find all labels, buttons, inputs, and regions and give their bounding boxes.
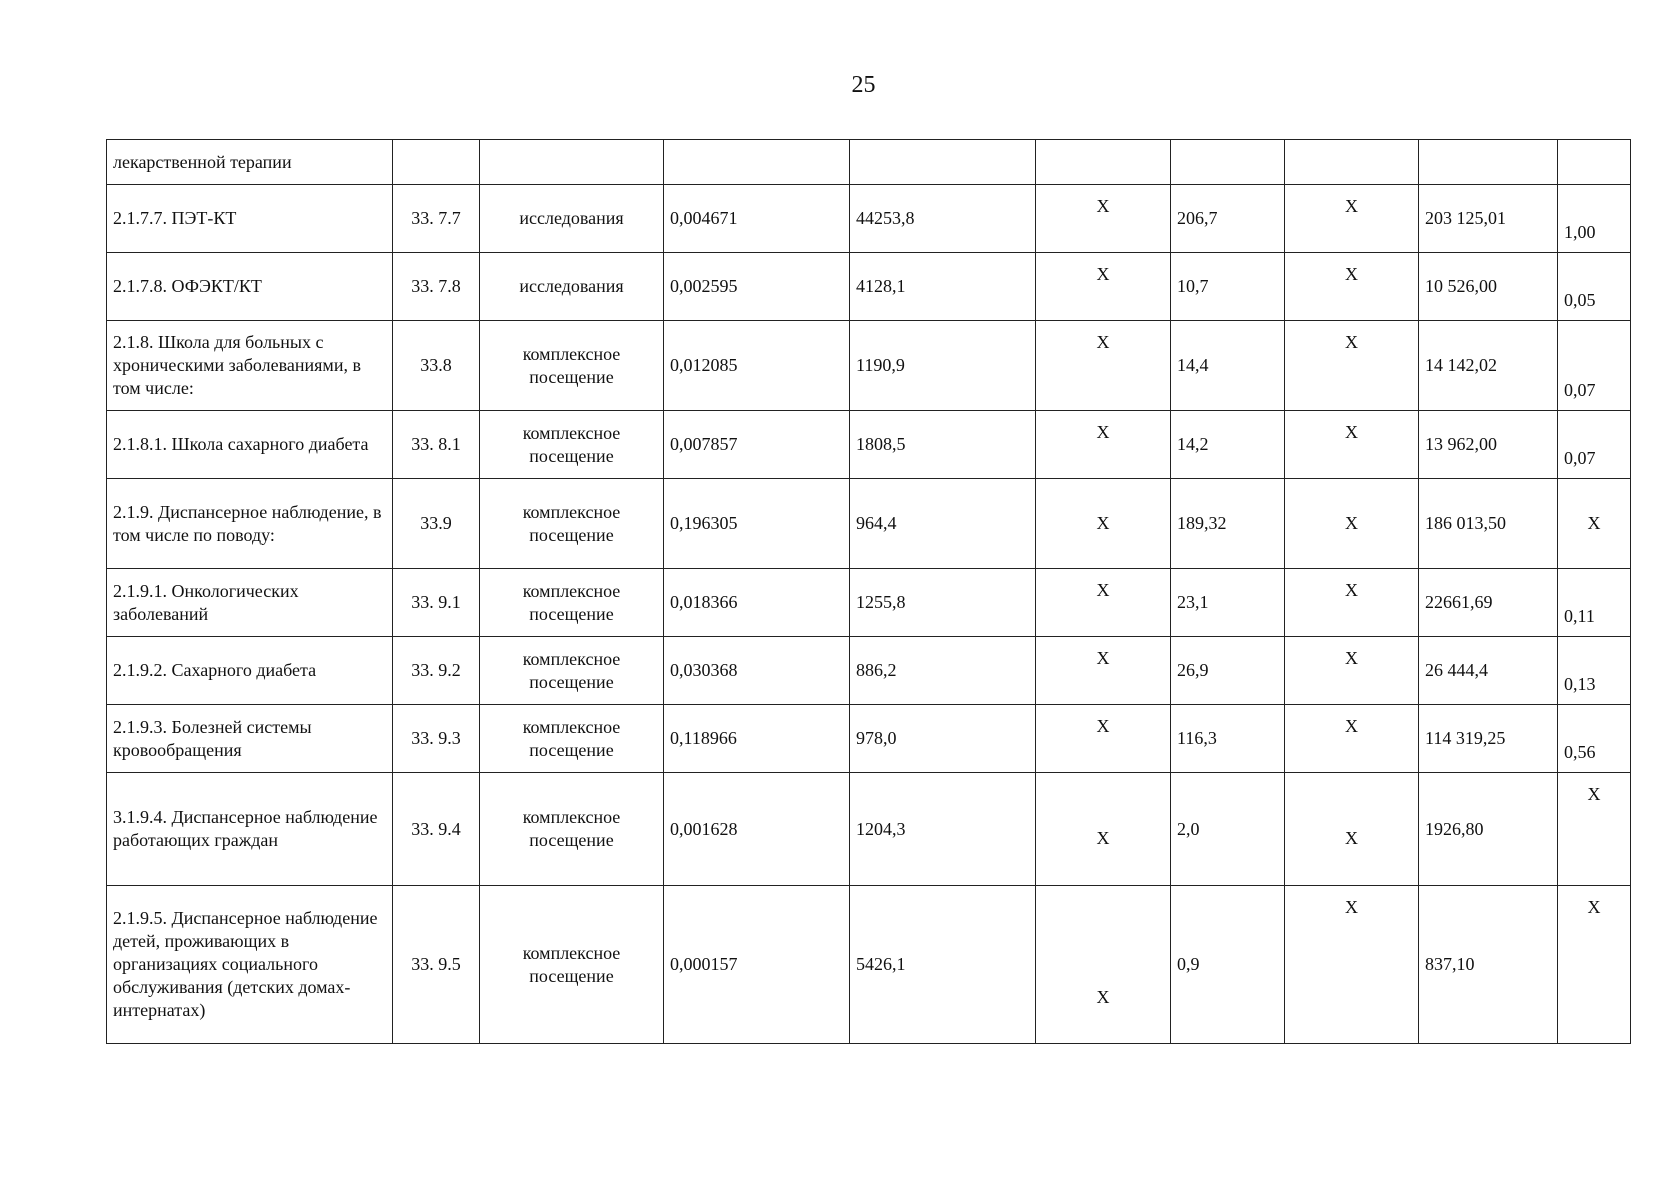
x-mark: X [1096,580,1110,600]
service-name-cell: 2.1.9.5. Диспансерное наблюдение детей, проживающих в организациях социального обслуживания (детских домах- интернатах) [107,886,393,1044]
share-value: 0,05 [1564,290,1596,310]
per-capita-cell: 206,7 [1171,185,1285,253]
cost-cell: 1255,8 [850,569,1036,637]
x-mark-cell [1285,253,1419,321]
share-cell [1558,569,1631,637]
per-capita-cell: 2,0 [1171,773,1285,886]
value-cell [1036,140,1171,185]
frequency-cell: 0,001628 [664,773,850,886]
x-mark-cell [1036,637,1171,705]
total-cost-cell: 837,10 [1419,886,1558,1044]
table-row [107,569,1631,637]
code-cell: 33. 9.1 [393,569,480,637]
per-capita-cell: 116,3 [1171,705,1285,773]
cost-cell: 1808,5 [850,411,1036,479]
x-mark-cell [1285,321,1419,411]
service-name-cell: лекарственной терапии [107,140,393,185]
frequency-cell: 0,002595 [664,253,850,321]
share-value: 1,00 [1564,222,1596,242]
table-row [107,705,1631,773]
cost-cell: 4128,1 [850,253,1036,321]
code-cell: 33.9 [393,479,480,569]
share-cell [1558,479,1631,569]
service-name-cell: 2.1.7.8. ОФЭКТ/КТ [107,253,393,321]
share-value: 0,07 [1564,380,1596,400]
x-mark-cell [1285,773,1419,886]
cost-cell: 44253,8 [850,185,1036,253]
x-mark: X [1345,716,1358,736]
x-mark: X [1096,648,1110,668]
table-row [107,321,1631,411]
share-cell [1558,253,1631,321]
cost-cell: 1190,9 [850,321,1036,411]
frequency-cell: 0,004671 [664,185,850,253]
code-cell [393,140,480,185]
share-cell [1558,886,1631,1044]
table-row [107,185,1631,253]
tariff-table [106,139,1631,1044]
unit-cell: исследования [480,253,664,321]
frequency-cell: 0,000157 [664,886,850,1044]
x-mark-cell [1285,637,1419,705]
x-mark: X [1096,716,1110,736]
frequency-cell: 0,196305 [664,479,850,569]
code-cell: 33.8 [393,321,480,411]
table-row [107,479,1631,569]
code-cell: 33. 9.5 [393,886,480,1044]
share-cell [1558,321,1631,411]
unit-cell: комплексное посещение [480,569,664,637]
per-capita-cell: 189,32 [1171,479,1285,569]
x-mark-cell [1036,479,1171,569]
table-row [107,140,1631,185]
x-mark-cell [1036,321,1171,411]
per-capita-cell: 23,1 [1171,569,1285,637]
page-number: 25 [851,72,876,98]
total-cost-cell: 1926,80 [1419,773,1558,886]
value-cell [664,140,850,185]
service-name-cell: 2.1.9.3. Болезней системы кровообращения [107,705,393,773]
unit-cell: комплексное посещение [480,411,664,479]
code-cell: 33. 9.3 [393,705,480,773]
x-mark: X [1096,332,1110,352]
frequency-cell: 0,018366 [664,569,850,637]
x-mark: X [1096,828,1110,848]
x-mark: X [1096,513,1110,533]
cost-cell: 886,2 [850,637,1036,705]
frequency-cell: 0,030368 [664,637,850,705]
x-mark: X [1345,422,1358,442]
x-mark-cell [1285,185,1419,253]
share-value: 0,07 [1564,448,1596,468]
code-cell: 33. 7.8 [393,253,480,321]
x-mark: X [1345,332,1358,352]
x-mark-cell [1285,705,1419,773]
unit-cell: комплексное посещение [480,479,664,569]
cost-cell: 964,4 [850,479,1036,569]
service-name-cell: 2.1.8.1. Школа сахарного диабета [107,411,393,479]
x-mark: X [1345,580,1358,600]
x-mark: X [1345,648,1358,668]
cost-cell: 5426,1 [850,886,1036,1044]
table-row [107,411,1631,479]
share-cell [1558,705,1631,773]
value-cell [1171,140,1285,185]
unit-cell [480,140,664,185]
code-cell: 33. 9.2 [393,637,480,705]
per-capita-cell: 10,7 [1171,253,1285,321]
x-mark: X [1096,987,1110,1007]
total-cost-cell: 10 526,00 [1419,253,1558,321]
share-cell [1558,637,1631,705]
x-mark: X [1345,828,1358,848]
x-mark-cell [1285,479,1419,569]
table-row [107,637,1631,705]
total-cost-cell: 14 142,02 [1419,321,1558,411]
service-name-cell: 2.1.9.2. Сахарного диабета [107,637,393,705]
x-mark-cell [1036,411,1171,479]
code-cell: 33. 8.1 [393,411,480,479]
cost-cell: 978,0 [850,705,1036,773]
share-cell [1558,773,1631,886]
table-row [107,773,1631,886]
total-cost-cell: 114 319,25 [1419,705,1558,773]
x-mark: X [1587,513,1601,533]
value-cell [850,140,1036,185]
x-mark: X [1345,513,1358,533]
total-cost-cell: 26 444,4 [1419,637,1558,705]
x-mark-cell [1285,886,1419,1044]
x-mark-cell [1036,886,1171,1044]
share-value: 0,13 [1564,674,1596,694]
service-name-cell: 2.1.9. Диспансерное наблюдение, в том числе по поводу: [107,479,393,569]
cost-cell: 1204,3 [850,773,1036,886]
x-mark-cell [1036,569,1171,637]
code-cell: 33. 9.4 [393,773,480,886]
total-cost-cell: 13 962,00 [1419,411,1558,479]
total-cost-cell: 186 013,50 [1419,479,1558,569]
unit-cell: исследования [480,185,664,253]
code-cell: 33. 7.7 [393,185,480,253]
share-cell [1558,411,1631,479]
total-cost-cell: 203 125,01 [1419,185,1558,253]
unit-cell: комплексное посещение [480,637,664,705]
table-row [107,886,1631,1044]
x-mark: X [1096,264,1110,284]
per-capita-cell: 26,9 [1171,637,1285,705]
unit-cell: комплексное посещение [480,705,664,773]
x-mark: X [1345,264,1358,284]
value-cell [1285,140,1419,185]
x-mark-cell [1036,773,1171,886]
frequency-cell: 0,007857 [664,411,850,479]
x-mark: X [1587,784,1601,804]
value-cell [1419,140,1558,185]
per-capita-cell: 14,2 [1171,411,1285,479]
share-value: 0,56 [1564,742,1596,762]
x-mark: X [1096,422,1110,442]
service-name-cell: 3.1.9.4. Диспансерное наблюдение работающих граждан [107,773,393,886]
unit-cell: комплексное посещение [480,321,664,411]
x-mark: X [1345,196,1358,216]
frequency-cell: 0,118966 [664,705,850,773]
unit-cell: комплексное посещение [480,773,664,886]
frequency-cell: 0,012085 [664,321,850,411]
x-mark-cell [1036,705,1171,773]
x-mark: X [1345,897,1358,917]
x-mark-cell [1036,253,1171,321]
service-name-cell: 2.1.9.1. Онкологических заболеваний [107,569,393,637]
x-mark: X [1587,897,1601,917]
service-name-cell: 2.1.8. Школа для больных с хроническими заболеваниями, в том числе: [107,321,393,411]
x-mark: X [1096,196,1110,216]
per-capita-cell: 0,9 [1171,886,1285,1044]
share-cell [1558,185,1631,253]
unit-cell: комплексное посещение [480,886,664,1044]
table-row [107,253,1631,321]
total-cost-cell: 22661,69 [1419,569,1558,637]
x-mark-cell [1285,411,1419,479]
value-cell [1558,140,1631,185]
share-value: 0,11 [1564,606,1595,626]
service-name-cell: 2.1.7.7. ПЭТ-КТ [107,185,393,253]
x-mark-cell [1285,569,1419,637]
x-mark-cell [1036,185,1171,253]
per-capita-cell: 14,4 [1171,321,1285,411]
